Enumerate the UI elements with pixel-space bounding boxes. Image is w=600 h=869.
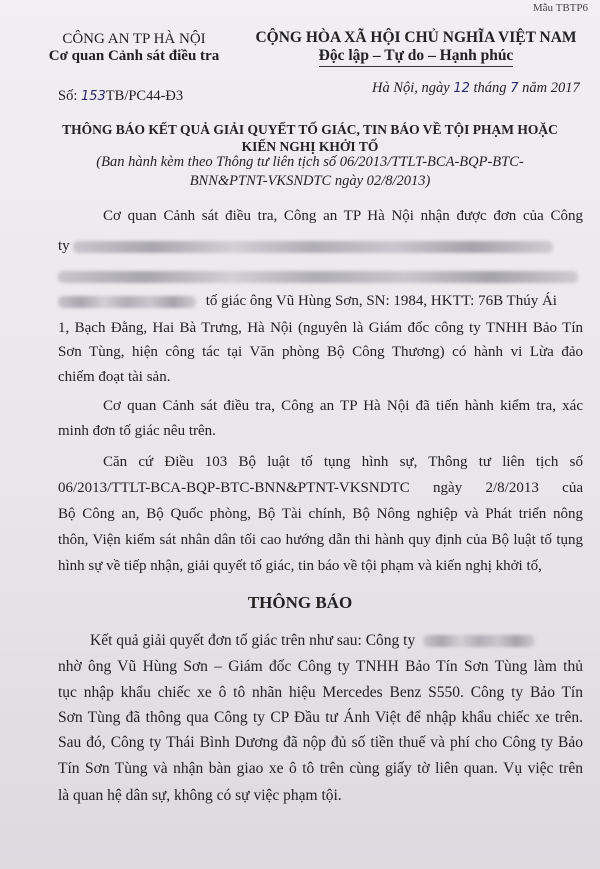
agency-name: CÔNG AN TP HÀ NỘI xyxy=(62,31,206,47)
p3-line-2: 06/2013/TTLT-BCA-BQP-BTC-BNN&PTNT-VKSNDTC ngày 2/8/2013 của xyxy=(58,480,583,496)
subtitle-line-2: BNN&PTNT-VKSNDTC ngày 02/8/2013) xyxy=(189,173,431,189)
p1-line-4-text: tố giác ông Vũ Hùng Sơn, SN: 1984, HKTT: 76B Thúy Ái xyxy=(205,293,557,309)
nation-header xyxy=(246,29,586,67)
redacted-company-name-2 xyxy=(423,635,535,647)
document-number xyxy=(58,88,183,105)
date-line xyxy=(372,80,580,97)
p4-line-2: nhờ ông Vũ Hùng Sơn – Giám đốc Công ty TNHH Bảo Tín Sơn Tùng làm thủ xyxy=(58,658,583,675)
p1-line-7: chiếm đoạt tài sản. xyxy=(58,369,171,385)
p1-line-3 xyxy=(58,266,578,287)
p4-line-1 xyxy=(90,630,535,651)
section-heading: THÔNG BÁO xyxy=(247,593,353,612)
date-year: năm 2017 xyxy=(522,80,580,96)
date-month: 7 xyxy=(510,81,519,96)
form-code: Mẫu TBTP6 xyxy=(532,2,588,14)
docno-prefix: Số: xyxy=(58,88,78,104)
redacted-company-name xyxy=(73,241,553,253)
motto: Độc lập – Tự do – Hạnh phúc xyxy=(319,47,514,67)
p4-line-6: Tín Sơn Tùng và nhận bàn giao xe ô tô trên cùng giấy tờ liên quan. Vụ việc trên xyxy=(58,760,583,777)
agency-sub: Cơ quan Cảnh sát điều tra xyxy=(48,48,220,64)
p4-line-3: tục nhập khẩu chiếc xe ô tô nhãn hiệu Mercedes Benz S550. Công ty Bảo Tín xyxy=(58,684,583,701)
agency-header xyxy=(38,31,230,65)
p1-line-5: 1, Bạch Đằng, Hai Bà Trưng, Hà Nội (nguyên là Giám đốc công ty TNHH Bảo Tín xyxy=(58,320,583,336)
p1-line-1: Cơ quan Cảnh sát điều tra, Công an TP Hà Nội nhận được đơn của Công xyxy=(103,208,583,224)
p3-line-1: Căn cứ Điều 103 Bộ luật tố tụng hình sự, Thông tư liên tịch số xyxy=(103,454,583,470)
p1-line-4 xyxy=(58,291,557,312)
p3-line-5: hình sự về tiếp nhận, giải quyết tố giác, tin báo về tội phạm và kiến nghị khởi tố, xyxy=(58,558,542,574)
document-title xyxy=(40,121,580,155)
date-month-label: tháng xyxy=(473,80,507,96)
title-line-1: THÔNG BÁO KẾT QUẢ GIẢI QUYẾT TỐ GIÁC, TIN BÁO VỀ TỘI PHẠM HOẶC xyxy=(62,122,558,137)
redacted-address xyxy=(58,271,578,283)
p4-line-5: Sau đó, Công ty Thái Bình Dương đã nộp đủ số tiền thuế và phí cho Công ty Bảo xyxy=(58,734,583,751)
p2-line-1: Cơ quan Cảnh sát điều tra, Công an TP Hà Nội đã tiến hành kiểm tra, xác xyxy=(103,398,583,414)
p1-line-6: Sơn Tùng, hiện công tác tại Văn phòng Bộ Công Thương) có hành vi Lừa đảo xyxy=(58,344,583,360)
docno-handwritten: 153 xyxy=(80,89,106,104)
p1-line-2-prefix: ty xyxy=(58,238,70,254)
p3-line-4: thôn, Viện kiểm sát nhân dân tối cao hướng dẫn thi hành quy định của Bộ luật tố tụng xyxy=(58,532,583,548)
title-line-2: KIẾN NGHỊ KHỞI TỐ xyxy=(241,139,379,154)
p4-line-1-text: Kết quả giải quyết đơn tố giác trên như sau: Công ty xyxy=(90,632,416,649)
p2-line-2: minh đơn tố giác nêu trên. xyxy=(58,423,216,439)
p4-line-4: Sơn Tùng đã thông qua Công ty CP Đầu tư Ánh Việt để nhập khẩu chiếc xe trên. xyxy=(58,709,583,726)
redacted-text xyxy=(58,296,196,308)
date-day: 12 xyxy=(453,81,470,96)
document-subtitle xyxy=(40,153,580,191)
docno-suffix: TB/PC44-Đ3 xyxy=(105,88,184,104)
nation-name: CỘNG HÒA XÃ HỘI CHỦ NGHĨA VIỆT NAM xyxy=(255,29,577,46)
subtitle-line-1: (Ban hành kèm theo Thông tư liên tịch số 06/2013/TTLT-BCA-BQP-BTC- xyxy=(96,154,524,170)
p3-line-3: Bộ Công an, Bộ Quốc phòng, Bộ Tài chính, Bộ Nông nghiệp và Phát triển nông xyxy=(58,506,583,522)
p4-line-7: là quan hệ dân sự, không có sự việc phạm tội. xyxy=(58,787,342,804)
p1-line-2 xyxy=(58,236,553,257)
date-prefix: Hà Nội, ngày xyxy=(372,80,450,96)
